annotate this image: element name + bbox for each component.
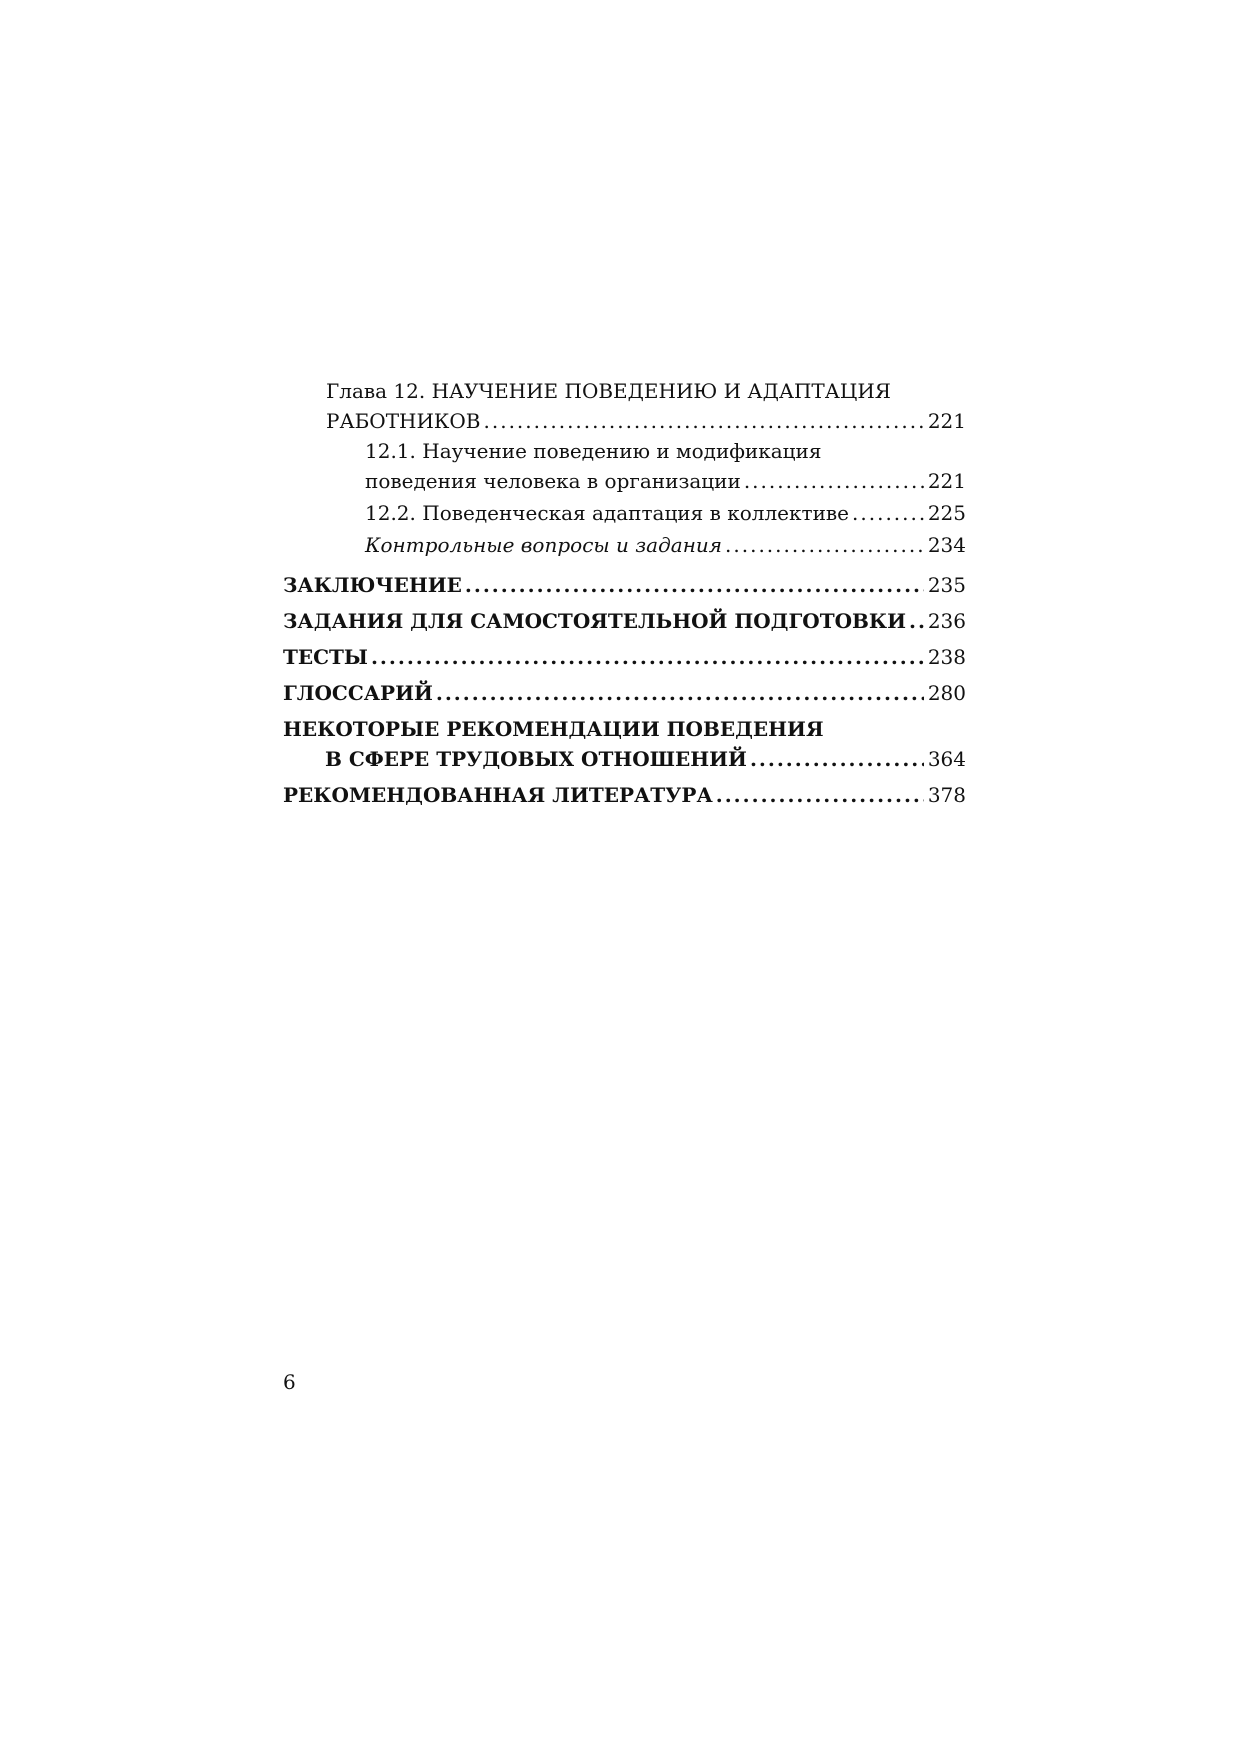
toc-page-number: 221 (927, 409, 966, 433)
toc-entry-conclusion[interactable] (283, 570, 966, 600)
toc-entry-title-line1: 12.1. Научение поведению и модификация (365, 439, 822, 463)
toc-entry-title-line2: В СФЕРЕ ТРУДОВЫХ ОТНОШЕНИЙ (325, 747, 747, 771)
toc-entry-section-12-2[interactable] (365, 498, 966, 528)
toc-entry-title-line1: НЕКОТОРЫЕ РЕКОМЕНДАЦИИ ПОВЕДЕНИЯ (283, 717, 824, 741)
toc-entry-title: ГЛОССАРИЙ (283, 681, 433, 705)
dot-leader (436, 678, 924, 708)
dot-leader (484, 406, 924, 436)
toc-entry-questions[interactable] (365, 530, 966, 560)
toc-entry-title-line2: поведения человека в организации (365, 469, 741, 493)
toc-entry-literature[interactable] (283, 780, 966, 810)
toc-entry-title: РЕКОМЕНДОВАННАЯ ЛИТЕРАТУРА (283, 783, 713, 807)
toc-page-number: 234 (927, 533, 966, 557)
toc-entry-glossary[interactable] (283, 678, 966, 708)
toc-page-number: 378 (927, 783, 966, 807)
toc-entry-title-line1: Глава 12. НАУЧЕНИЕ ПОВЕДЕНИЮ И АДАПТАЦИЯ (326, 379, 891, 403)
dot-leader (371, 642, 924, 672)
table-of-contents (283, 376, 966, 810)
toc-entry-recommendations[interactable] (283, 714, 966, 774)
dot-leader (465, 570, 924, 600)
toc-page-number: 225 (927, 501, 966, 525)
dot-leader (909, 606, 924, 636)
dot-leader (852, 498, 924, 528)
toc-entry-title: ЗАДАНИЯ ДЛЯ САМОСТОЯТЕЛЬНОЙ ПОДГОТОВКИ (283, 609, 906, 633)
toc-page-number: 236 (927, 609, 966, 633)
dot-leader (744, 466, 924, 496)
toc-entry-tests[interactable] (283, 642, 966, 672)
page-number: 6 (283, 1370, 296, 1394)
toc-entry-title: Контрольные вопросы и задания (365, 533, 723, 557)
toc-entry-section-12-1[interactable] (365, 436, 966, 496)
toc-entry-self-tasks[interactable] (283, 606, 966, 636)
dot-leader (725, 530, 924, 560)
toc-entry-chapter-12[interactable] (326, 376, 966, 436)
toc-entry-title-line2: РАБОТНИКОВ (326, 409, 481, 433)
toc-entry-title: 12.2. Поведенческая адаптация в коллективе (365, 501, 850, 525)
toc-page-number: 364 (927, 747, 966, 771)
dot-leader (750, 744, 924, 774)
toc-page-number: 235 (927, 573, 966, 597)
toc-page-number: 280 (927, 681, 966, 705)
toc-page-number: 238 (927, 645, 966, 669)
dot-leader (716, 780, 924, 810)
toc-page-number: 221 (927, 469, 966, 493)
toc-entry-title: ТЕСТЫ (283, 645, 368, 669)
toc-entry-title: ЗАКЛЮЧЕНИЕ (283, 573, 462, 597)
